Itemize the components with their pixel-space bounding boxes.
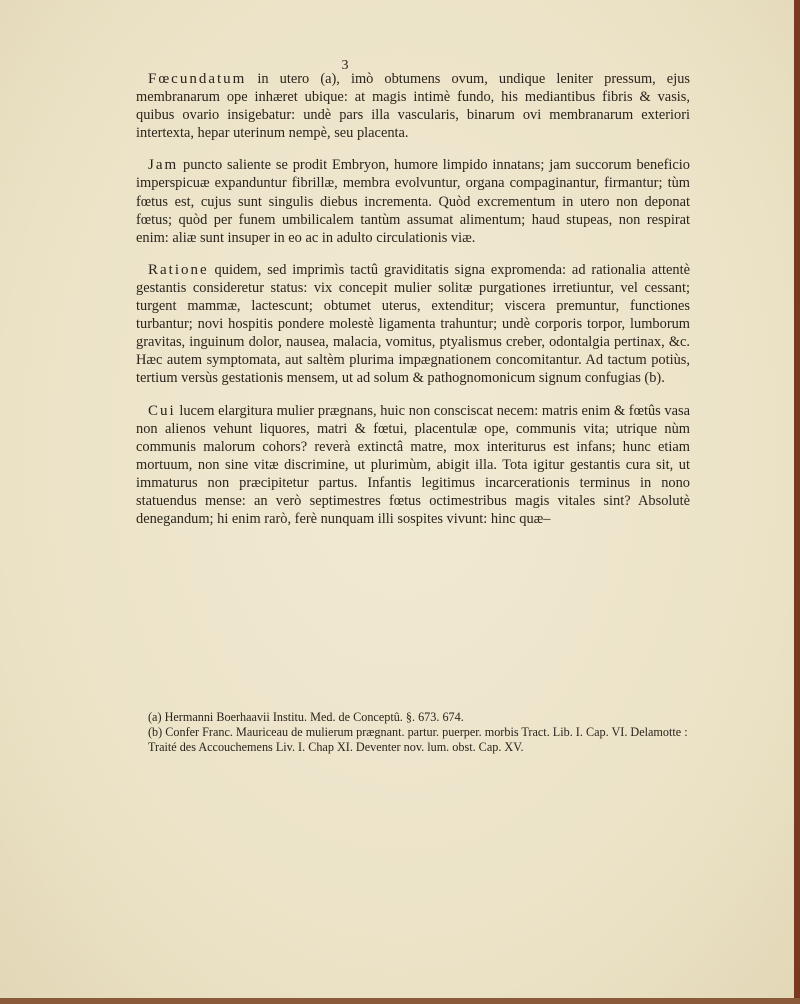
lead-word: Fœcundatum (148, 71, 247, 87)
paragraph-fecundatum (136, 70, 690, 142)
book-edge-right (794, 0, 800, 1004)
footnote-a: (a) Hermanni Boerhaavii Institu. Med. de Conceptû. §. 673. 674. (148, 710, 464, 724)
paragraph-body: lucem elargitura mulier prægnans, huic non consciscat necem: matris enim & fœtûs vasa non alienos vehunt liquores, matri & fœtui, placentulæ ope, communis vita; utrique nùm communis malorum cohors? reverà extinctâ matre, mox interiturus est infans; hunc etiam mortuum, non sine vitæ discrimine, ut plurimùm, abigit illa. Tota igitur gestantis cura sit, ut immaturus non præcipitetur partus. Infantis legitimus incarcerationis terminus in nono statuendus mense: an verò septimestres fœtus octimestribus magis vitales sint? Absolutè denegandum; hi enim rarò, ferè nunquam illi sospites vivunt: hinc quæ– (136, 402, 690, 528)
lead-word: Ratione (148, 261, 209, 278)
lead-word: Cui (148, 402, 176, 419)
main-text (136, 70, 690, 542)
paragraph-ratione (136, 261, 690, 388)
paragraph-cui (136, 402, 690, 529)
paragraph-jam (136, 156, 690, 246)
book-edge-bottom (0, 998, 800, 1004)
lead-word: Jam (148, 157, 179, 174)
paragraph-body: in utero (a), imò obtumens ovum, undique leniter pressum, ejus membranarum ope inhæret ubique: at magis intimè fundo, his mediantibus fibris & vasis, quibus ovario insigebatur: undè pars illa vascularis, binarum ovi membranarum exteriori intertexta, hepar uterinum nempè, seu placenta. (136, 71, 690, 142)
footnotes (148, 710, 690, 756)
paragraph-body: quidem, sed imprimìs tactû graviditatis signa expromenda: ad rationalia attentè gestantis consideretur status: vix concepit mulier solitæ purgationes irretiuntur, vel cessant; turgent mammæ, lactescunt; obtumet uterus, extenditur; viscera premuntur, functiones turbantur; novi hospitis pondere molestè ligamenta trahuntur; undè corporis torpor, lumborum gravitas, inguinum dolor, nausea, malacia, vomitus, ptyalismus creber, odontalgia pertinax, &c. Hæc autem symptomata, aut saltèm plurima impægnationem concomitantur. Ad tactum potiùs, tertium versùs gestationis mensem, ut ad solum & pathognomonicum signum confugias (b). (136, 261, 690, 387)
footnote-b: (b) Confer Franc. Mauriceau de mulierum prægnant. partur. puerper. morbis Tract. Lib. I. Cap. VI. Delamotte : Traité des Accouchemens Liv. I. Chap XI. Deventer nov. lum. obst. Cap. XV. (148, 725, 688, 755)
paragraph-body: puncto saliente se prodit Embryon, humore limpido innatans; jam succorum beneficio imperspicuæ expanduntur fibrillæ, membra evolvuntur, organa compaginantur, firmantur; tùm fœtus est, cujus sunt singulis diebus incrementa. Quòd excrementum in utero non deponat fœtus; quòd per funem umbilicalem tantùm assumat alimentum; haud stupeas, non respirat enim: aliæ sunt insuper in eo ac in adulto circulationis viæ. (136, 157, 690, 246)
page-number: 3 (341, 58, 349, 73)
